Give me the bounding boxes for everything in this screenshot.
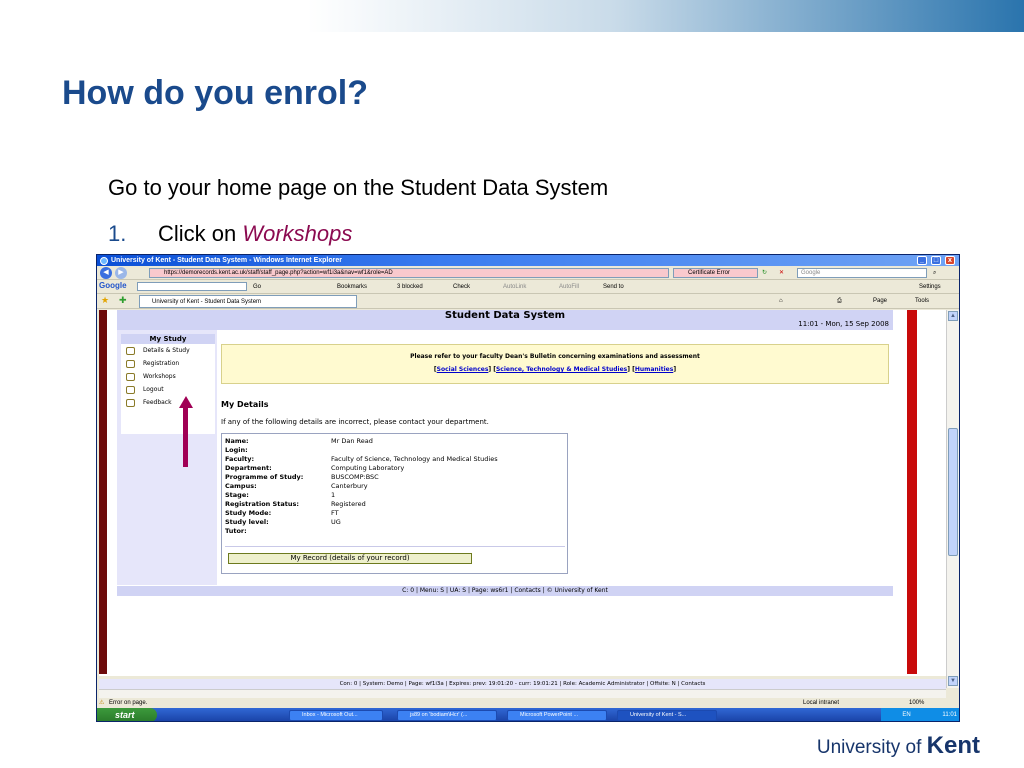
zoom-level[interactable]: 100% xyxy=(909,700,925,706)
session-status: Con: 0 | System: Demo | Page: wf1i3a | Expires: prev: 19:01:20 - curr: 19:01:21 | Role: Academic Administrator | Offsite: N | Contacts xyxy=(99,679,946,689)
refresh-icon[interactable]: ↻ xyxy=(762,270,768,276)
detail-key: Department: xyxy=(225,464,272,472)
detail-value: UG xyxy=(331,518,341,526)
detail-value: Registered xyxy=(331,500,366,508)
detail-row xyxy=(225,491,565,500)
task-js89[interactable]: js89 on 'bodiam\Hcr' (... xyxy=(397,710,497,721)
page-menu[interactable]: Page xyxy=(873,298,888,304)
pointer-arrow xyxy=(183,405,188,467)
popup-blocked[interactable]: 3 blocked xyxy=(397,284,423,290)
tools-menu[interactable]: Tools xyxy=(915,298,930,304)
ie-icon xyxy=(100,257,108,265)
step-number: 1. xyxy=(108,221,127,246)
sidebar-item-label: Registration xyxy=(143,360,180,367)
header-band xyxy=(0,0,1024,32)
google-search-input[interactable] xyxy=(137,282,247,291)
my-study-menu xyxy=(121,334,215,434)
page-content xyxy=(99,310,946,676)
browser-title: University of Kent - Student Data System - Windows Internet Explorer xyxy=(111,257,342,264)
check-button[interactable]: Check xyxy=(453,284,471,290)
autolink-button[interactable]: AutoLink xyxy=(503,284,527,290)
logo-text: University of xyxy=(816,737,927,758)
maximize-button[interactable]: □ xyxy=(931,256,941,265)
detail-row xyxy=(225,437,565,446)
detail-row xyxy=(225,509,565,518)
address-bar[interactable]: https://demorecords.kent.ac.uk/staff/staff_page.php?action=wf1i3a&nav=wf1&role=AD xyxy=(149,268,669,278)
sidebar-item-feedback[interactable] xyxy=(121,396,215,409)
sidebar-item-label: Logout xyxy=(143,386,164,393)
sidebar-item-workshops[interactable] xyxy=(121,370,215,383)
university-logo xyxy=(817,732,980,760)
detail-value: Mr Dan Read xyxy=(331,437,373,445)
horizontal-scrollbar[interactable] xyxy=(99,689,946,698)
notice-text: Please refer to your faculty Dean's Bulletin concerning examinations and assessment xyxy=(410,353,700,360)
search-icon[interactable]: ⌕ xyxy=(933,270,937,276)
tab-sds[interactable]: University of Kent - Student Data System xyxy=(139,295,357,308)
scroll-up-icon[interactable]: ▲ xyxy=(948,311,958,321)
sds-datetime: 11:01 - Mon, 15 Sep 2008 xyxy=(798,320,889,328)
task-powerpoint[interactable]: Microsoft PowerPoint ... xyxy=(507,710,607,721)
faculty-links: [Social Sciences] [Science, Technology & Medical Studies] [Humanities] xyxy=(433,366,677,373)
start-button[interactable]: start xyxy=(97,708,157,722)
checkbox-icon xyxy=(126,347,135,355)
detail-row xyxy=(225,464,565,473)
tab-row xyxy=(97,294,959,309)
scroll-down-icon[interactable]: ▼ xyxy=(948,676,958,686)
checkbox-icon xyxy=(126,399,135,407)
task-ie[interactable]: University of Kent - S... xyxy=(617,710,717,721)
divider xyxy=(225,546,565,547)
slide-title: How do you enrol? xyxy=(62,74,368,112)
sidebar xyxy=(117,330,217,585)
vertical-scrollbar[interactable] xyxy=(946,310,959,688)
checkbox-icon xyxy=(126,360,135,368)
link-science-tech[interactable]: Science, Technology & Medical Studies xyxy=(495,366,628,373)
detail-key: Name: xyxy=(225,437,249,445)
sidebar-item-details[interactable] xyxy=(121,344,215,357)
detail-key: Study level: xyxy=(225,518,269,526)
sidebar-item-label: Workshops xyxy=(143,373,176,380)
step-emphasis: Workshops xyxy=(242,221,353,246)
detail-key: Stage: xyxy=(225,491,249,499)
detail-key: Campus: xyxy=(225,482,257,490)
task-outlook[interactable]: Inbox - Microsoft Out... xyxy=(289,710,383,721)
detail-value: 1 xyxy=(331,491,336,499)
system-tray xyxy=(881,708,960,722)
print-icon[interactable]: ⎙ xyxy=(837,298,842,304)
details-table xyxy=(221,433,568,574)
sendto-button[interactable]: Send to xyxy=(603,284,624,290)
go-button[interactable]: Go xyxy=(253,284,262,290)
sds-title: Student Data System xyxy=(444,310,566,321)
detail-row xyxy=(225,473,565,482)
favorites-star-icon[interactable]: ★ xyxy=(101,295,110,305)
checkbox-icon xyxy=(126,386,135,394)
left-border xyxy=(99,310,107,674)
checkbox-icon xyxy=(126,373,135,381)
detail-value: Canterbury xyxy=(331,482,368,490)
ie-statusbar xyxy=(97,698,960,708)
bookmarks-button[interactable]: Bookmarks xyxy=(337,284,368,290)
step-1 xyxy=(108,221,352,247)
google-logo: Google xyxy=(99,281,127,290)
my-study-heading: My Study xyxy=(121,334,215,344)
sidebar-item-logout[interactable] xyxy=(121,383,215,396)
certificate-error[interactable]: Certificate Error xyxy=(673,268,758,278)
detail-value: Computing Laboratory xyxy=(331,464,405,472)
right-border xyxy=(907,310,917,674)
zone-text: Local intranet xyxy=(803,700,840,706)
logo-strong: Kent xyxy=(926,732,980,759)
browser-window xyxy=(96,254,960,722)
detail-row xyxy=(225,500,565,509)
slide-subtitle: Go to your home page on the Student Data System xyxy=(108,175,609,200)
close-button[interactable]: x xyxy=(945,256,955,265)
detail-key: Login: xyxy=(225,446,248,454)
detail-row xyxy=(225,518,565,527)
stop-icon[interactable]: ✕ xyxy=(779,270,785,276)
my-record-button[interactable]: My Record (details of your record) xyxy=(228,553,472,564)
step-text: Click on xyxy=(158,221,243,246)
settings-button[interactable]: Settings xyxy=(919,284,941,290)
sds-footer: C: 0 | Menu: S | UA: S | Page: ws6r1 | Contacts | © University of Kent xyxy=(117,586,893,596)
link-humanities[interactable]: Humanities xyxy=(634,366,674,373)
clock: 11:01 xyxy=(942,712,957,718)
google-toolbar xyxy=(97,280,959,294)
taskbar xyxy=(97,708,960,722)
warning-icon: ⚠ xyxy=(99,700,105,706)
home-icon[interactable]: ⌂ xyxy=(779,298,783,304)
back-icon[interactable]: ◀ xyxy=(100,267,112,279)
browser-titlebar xyxy=(97,255,959,266)
detail-key: Programme of Study: xyxy=(225,473,304,481)
status-text: Error on page. xyxy=(109,700,148,706)
autofill-button[interactable]: AutoFill xyxy=(559,284,580,290)
detail-value: BUSCOMP:BSC xyxy=(331,473,379,481)
detail-key: Faculty: xyxy=(225,455,255,463)
minimize-button[interactable]: _ xyxy=(917,256,927,265)
detail-row xyxy=(225,446,565,455)
detail-row xyxy=(225,482,565,491)
detail-row xyxy=(225,527,565,536)
detail-value: FT xyxy=(331,509,339,517)
sds-header xyxy=(117,310,893,330)
detail-row xyxy=(225,455,565,464)
detail-key: Tutor: xyxy=(225,527,247,535)
forward-icon[interactable]: ▶ xyxy=(115,267,127,279)
my-details-heading: My Details xyxy=(221,400,269,409)
sidebar-item-registration[interactable] xyxy=(121,357,215,370)
notice-box xyxy=(221,344,889,384)
address-row xyxy=(97,266,959,280)
language-indicator[interactable]: EN xyxy=(902,712,911,718)
link-social-sciences[interactable]: Social Sciences xyxy=(436,366,489,373)
sidebar-item-label: Feedback xyxy=(143,399,172,406)
add-favorites-icon[interactable]: ✚ xyxy=(119,295,127,305)
detail-value: Faculty of Science, Technology and Medical Studies xyxy=(331,455,498,463)
sidebar-item-label: Details & Study xyxy=(143,347,190,354)
detail-key: Study Mode: xyxy=(225,509,272,517)
scroll-thumb[interactable] xyxy=(948,428,958,556)
search-input[interactable]: Google xyxy=(797,268,927,278)
detail-key: Registration Status: xyxy=(225,500,299,508)
my-details-note: If any of the following details are incorrect, please contact your department. xyxy=(221,418,489,426)
